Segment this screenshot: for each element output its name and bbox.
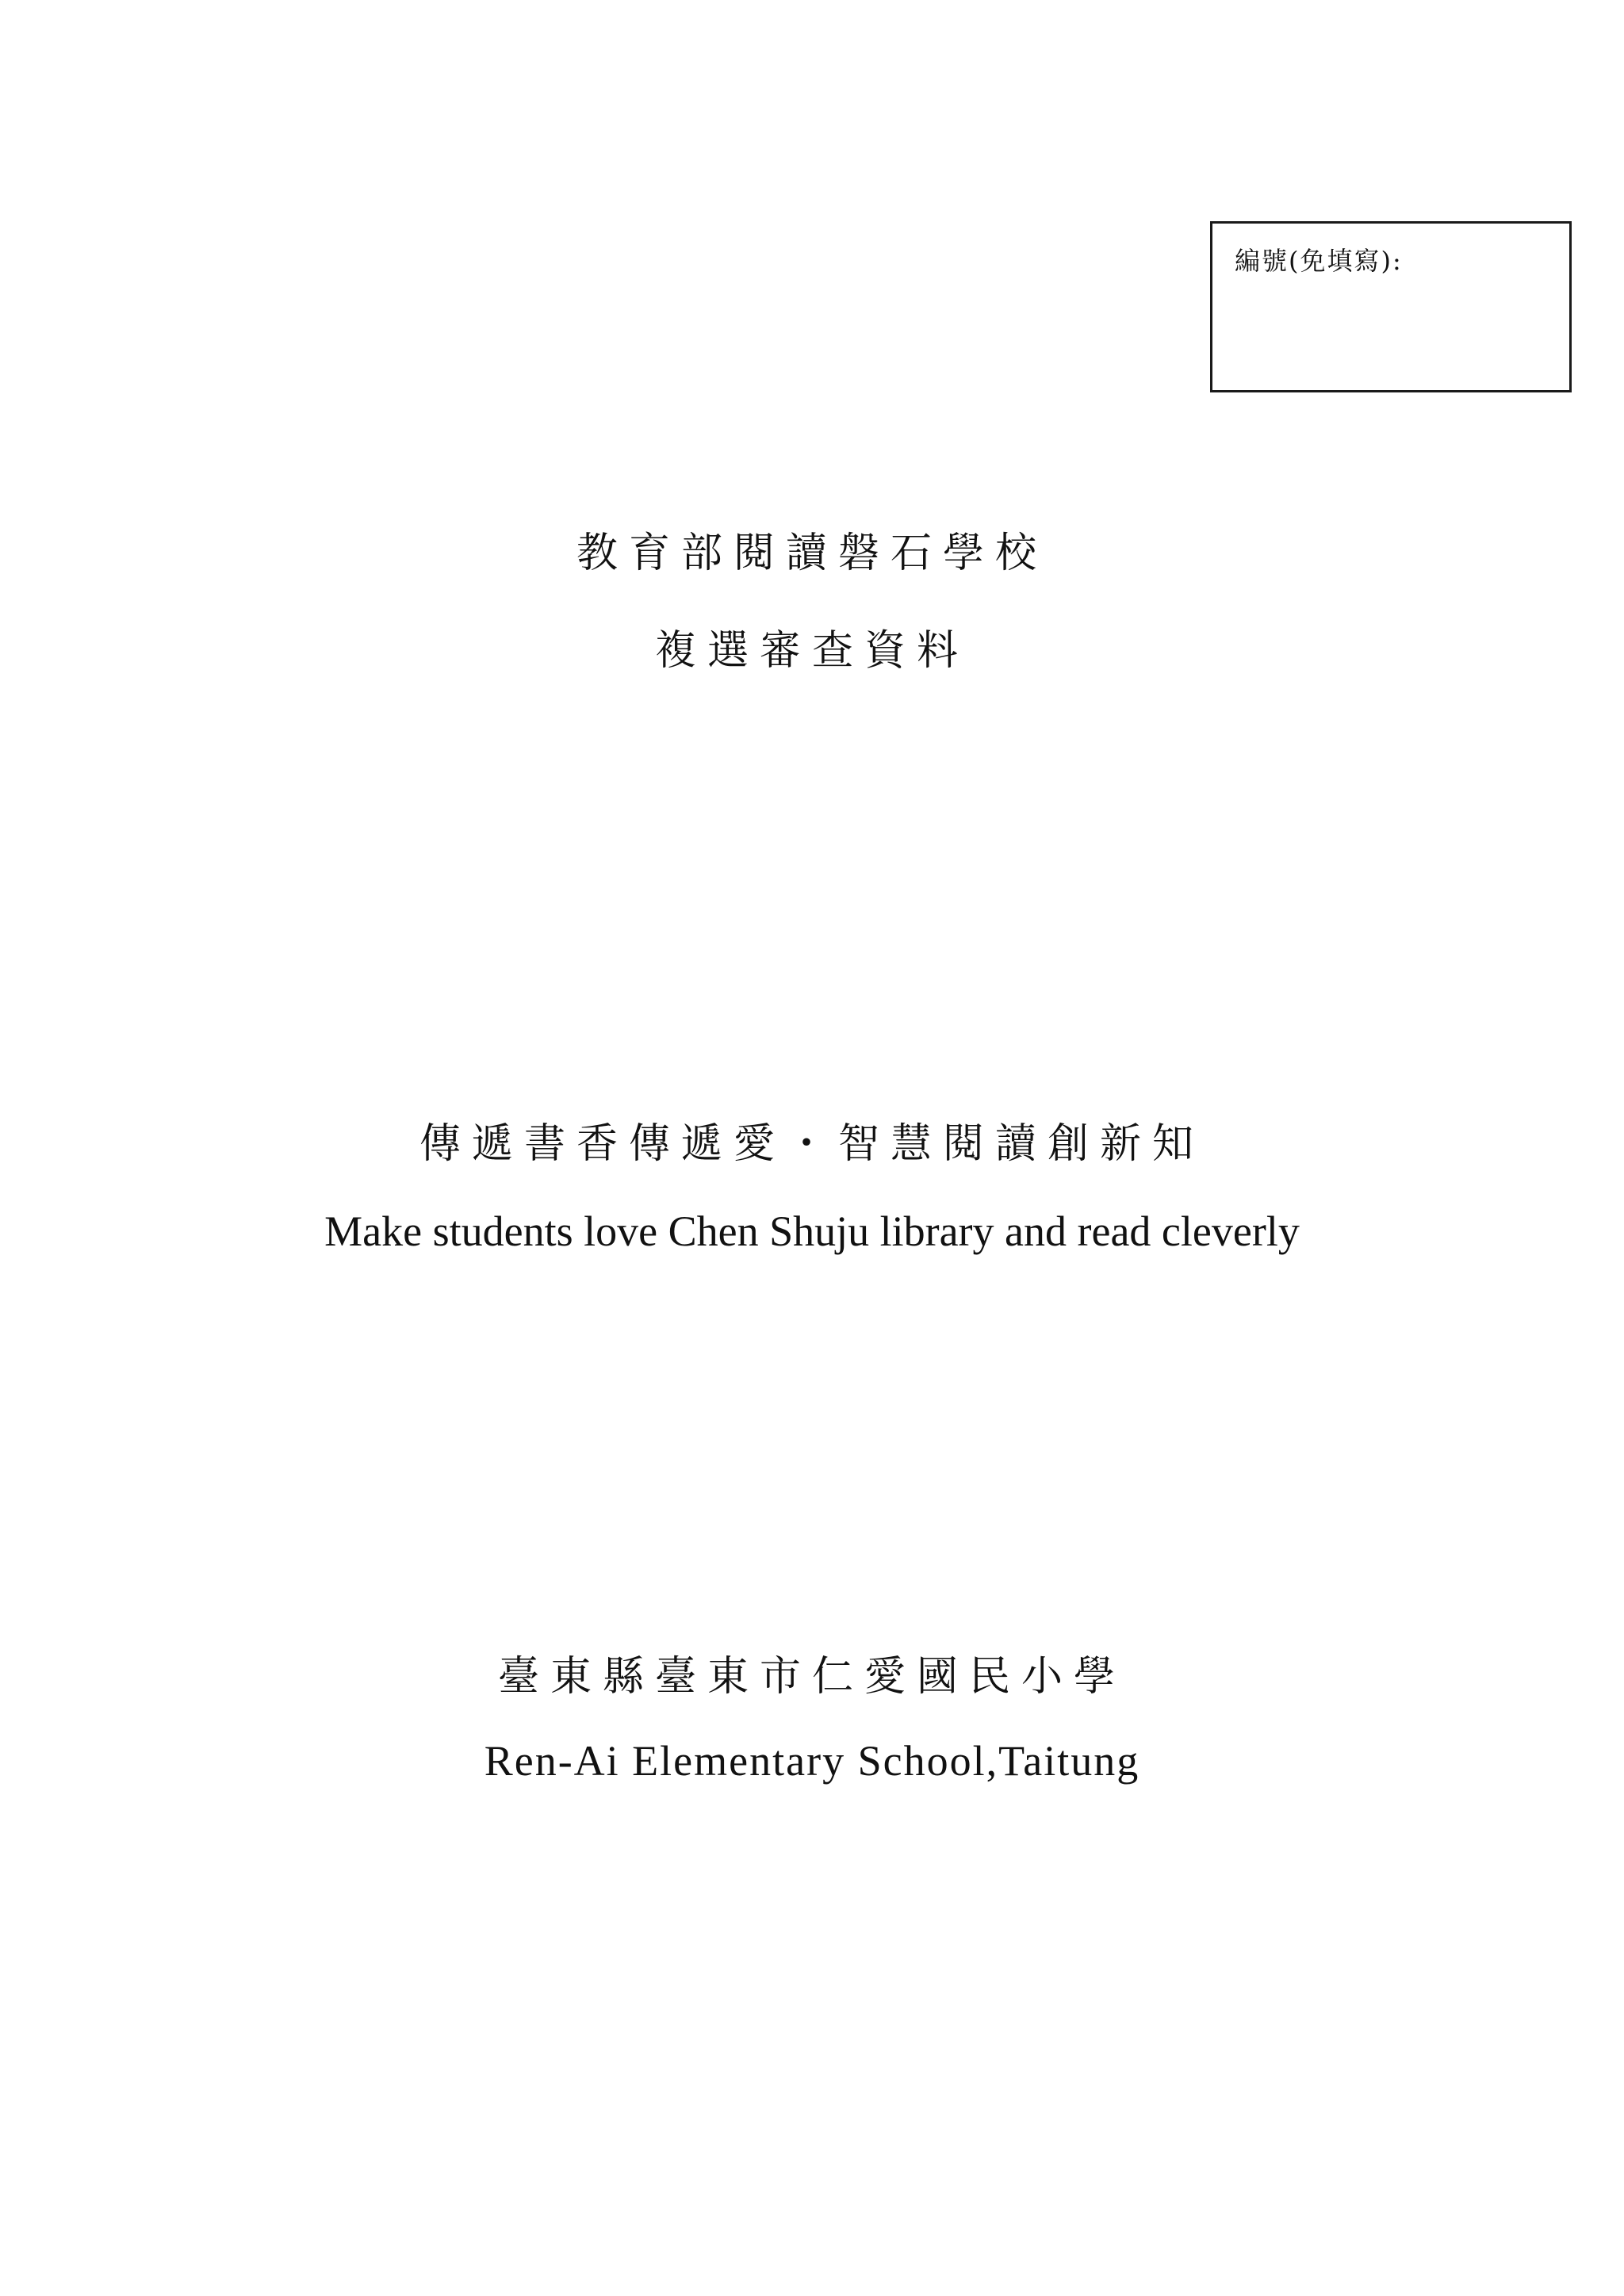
number-label: 編號(免填寫): bbox=[1235, 246, 1403, 276]
review-title: 複選審查資料 bbox=[654, 627, 969, 675]
school-name-chinese: 臺東縣臺東市仁愛國民小學 bbox=[497, 1653, 1126, 1701]
school-name-english: Ren-Ai Elementary School,Taitung bbox=[484, 1737, 1140, 1785]
program-title: 教育部閱讀磐石學校 bbox=[576, 530, 1048, 577]
number-box bbox=[1210, 221, 1572, 392]
theme-title-english: Make students love Chen Shuju library and read cleverly bbox=[324, 1207, 1300, 1255]
theme-title-chinese: 傳遞書香傳遞愛・智慧閱讀創新知 bbox=[419, 1120, 1205, 1168]
